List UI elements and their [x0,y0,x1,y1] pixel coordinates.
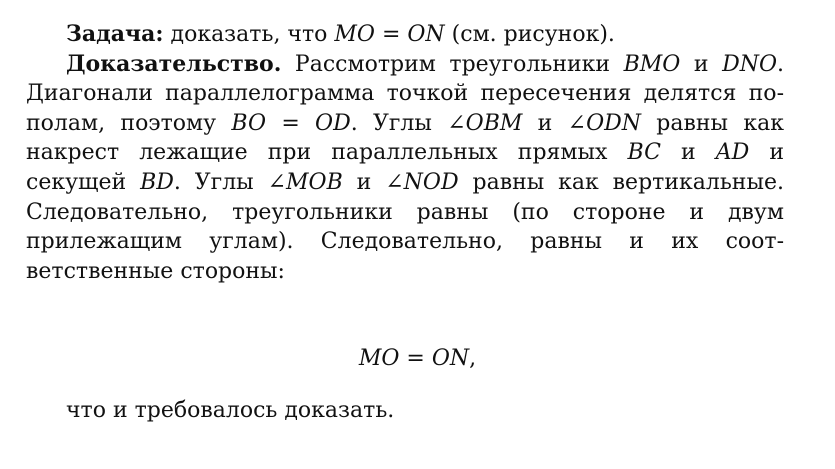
conclusion-text: что и требовалось доказать. [66,398,395,423]
proof-text: . Углы [173,169,268,195]
proof-text: и [342,169,386,195]
formula-punct: , [469,346,477,371]
proof-text: и секущей [26,140,785,195]
proof-math: BO = OD [231,110,351,136]
proof-text: . Диагонали параллелограмма точкой пересечения делятся пополам, поэтому [26,51,784,136]
task-text-after: (см. рисунок). [444,22,615,47]
proof-math: ∠OBM [447,110,523,136]
proof-math: ∠ODN [567,110,642,136]
proof-math: AD [715,140,750,166]
proof-math: DNO [722,51,777,77]
display-formula [0,344,835,374]
proof-label: Доказательство. [66,50,282,77]
task-statement [26,20,784,50]
proof-math: ∠NOD [385,169,459,195]
task-text-before: доказать, что [163,22,335,47]
proof-text: Рассмотрим треугольники [281,51,624,77]
proof-math: BC [627,140,661,166]
task-math: MO = ON [334,22,445,47]
formula-math: MO = ON [358,346,470,371]
proof-text: равны как вертикальные. Следовательно, треугольники равны (по стороне и двум прилежащим углам). Следовательно, равны и их соответственные стороны: [26,169,784,284]
proof-paragraph [26,50,784,287]
proof-text: и [522,110,568,136]
task-label: Задача: [66,21,164,47]
proof-text: равны как накрест лежащие при параллельных прямых [26,110,784,166]
proof-text: и [680,51,723,77]
proof-text: и [660,140,716,166]
proof-math: ∠MOB [267,169,343,195]
proof-text: . Углы [350,110,448,136]
proof-math: BMO [623,51,681,77]
proof-math: BD [140,169,174,195]
